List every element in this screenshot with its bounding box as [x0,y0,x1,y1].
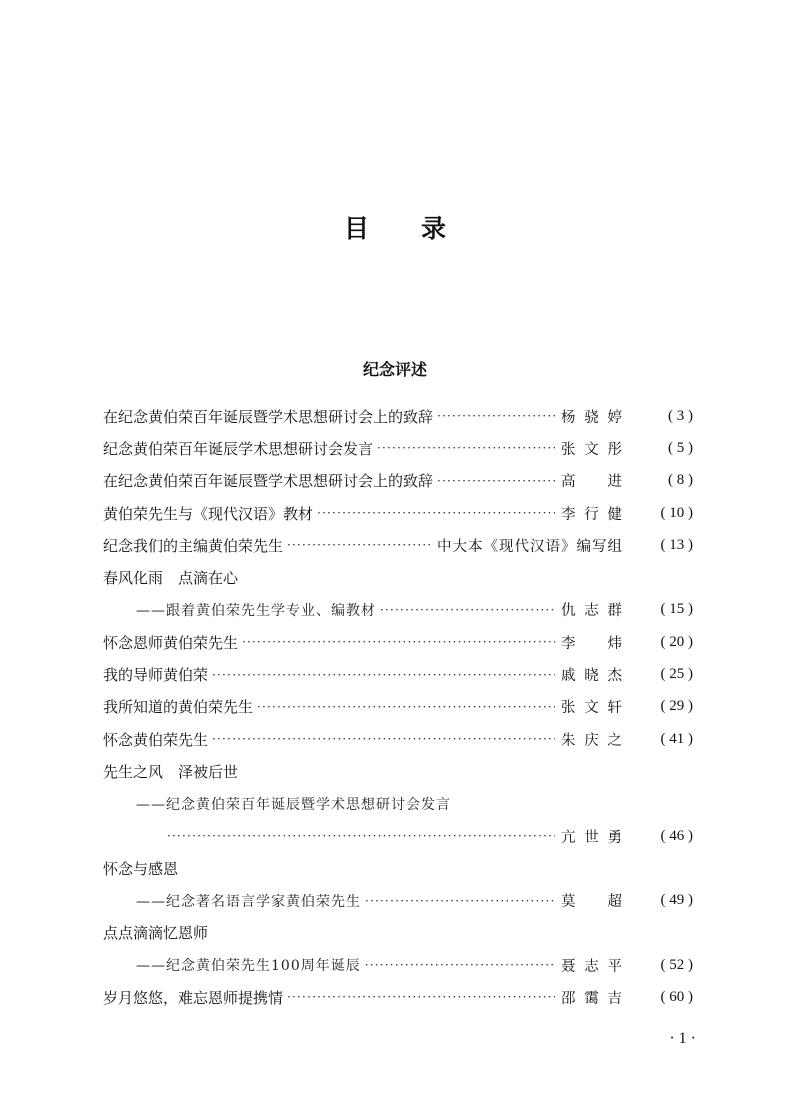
toc-entry-author: 莫 超 [561,894,623,911]
toc-entry-subtitle-text: ——纪念黄伯荣先生100周年诞辰 [136,958,361,975]
toc-entry-author: 戚晓杰 [561,668,623,685]
dot-leader [365,892,555,910]
toc-entry[interactable] [103,723,693,755]
toc-entry-heading[interactable] [103,917,693,949]
toc-entry-page: ( 29 ) [660,698,693,715]
toc-entry-title: 我所知道的黄伯荣先生 [103,698,254,717]
toc-entry-author: 邵霭吉 [561,990,623,1007]
toc-entry-page: ( 52 ) [660,956,693,973]
toc-entry[interactable] [103,626,693,658]
toc-entry-title: 先生之风 泽被后世 [103,762,239,781]
page-title-part1: 目 [343,214,369,243]
toc-entry[interactable] [103,691,693,723]
toc-entry-author: 高 进 [561,474,623,491]
toc-entry-page: ( 8 ) [668,472,693,489]
dot-leader [167,827,555,845]
toc-entry-author: 仇志群 [561,603,623,620]
toc-entry-title: 在纪念黄伯荣百年诞辰暨学术思想研讨会上的致辞 [103,407,434,426]
toc-entry-author: 朱庆之 [561,732,623,749]
toc-entry-title: 我的导师黄伯荣 [103,666,209,685]
toc-entry[interactable] [103,981,693,1013]
toc-entry-author: 亢世勇 [561,829,623,846]
toc-entry[interactable] [103,529,693,561]
page-title-part2: 录 [421,214,447,243]
toc-entry-title: 岁月悠悠，难忘恩师提携情 [103,988,284,1007]
toc-entry-page: ( 25 ) [660,666,693,683]
dot-leader [317,504,555,522]
dot-leader [242,633,555,651]
toc-entry-heading[interactable] [103,852,693,884]
toc-entry-author: 张文轩 [561,700,623,717]
toc-entry-title: 怀念与感恩 [103,859,179,878]
toc-entry-subtitle[interactable] [103,949,693,981]
toc-entry-author: 中大本《现代汉语》编写组 [437,538,623,555]
toc-entry-page: ( 10 ) [660,504,693,521]
toc-entry-page: ( 46 ) [660,827,693,844]
dot-leader [380,601,555,619]
toc-entry-page: ( 15 ) [660,601,693,618]
toc-entry-title: 春风化雨 点滴在心 [103,569,239,588]
toc-entry[interactable] [103,497,693,529]
toc-entry-heading[interactable] [103,561,693,593]
toc-entry[interactable] [103,432,693,464]
toc-entry[interactable] [103,400,693,432]
toc-entry-page: ( 41 ) [660,730,693,747]
toc-entry-title: 纪念我们的主编黄伯荣先生 [103,536,284,555]
dot-leader [365,956,555,974]
toc-entry-author: 聂志平 [561,958,623,975]
toc-entry-author: 张文彤 [561,441,623,458]
toc-entry[interactable] [103,658,693,690]
toc-entry-author: 杨骁婷 [561,409,623,426]
toc-entry-continuation[interactable] [103,820,693,852]
toc-entry-subtitle[interactable] [103,594,693,626]
toc-entry-subtitle-text: ——跟着黄伯荣先生学专业、编教材 [136,602,376,619]
dot-leader [377,439,555,457]
toc-entry-page: ( 13 ) [660,536,693,553]
toc-entry-heading[interactable] [103,755,693,787]
toc-entry-title: 黄伯荣先生与《现代汉语》教材 [103,504,314,523]
toc-entry-subtitle[interactable] [103,884,693,916]
toc-entry-page: ( 49 ) [660,892,693,909]
toc-entry-subtitle-text: ——纪念黄伯荣百年诞辰暨学术思想研讨会发言 [136,796,451,813]
toc-entry-subtitle-text: ——纪念著名语言学家黄伯荣先生 [136,893,361,910]
toc-entry-page: ( 20 ) [660,633,693,650]
dot-leader [212,666,555,684]
dot-leader [287,536,431,554]
toc-entry-page: ( 5 ) [668,439,693,456]
toc-entry-title: 怀念恩师黄伯荣先生 [103,633,239,652]
dot-leader [287,988,555,1006]
section-title: 纪念评述 [362,360,427,379]
dot-leader [257,698,555,716]
toc-entry-title: 怀念黄伯荣先生 [103,730,209,749]
dot-leader [437,407,555,425]
toc-entry-title: 纪念黄伯荣百年诞辰学术思想研讨会发言 [103,439,374,458]
toc-entry-page: ( 3 ) [668,407,693,424]
toc-entry-author: 李 炜 [561,635,623,652]
page-title [0,209,790,245]
toc-entry-page: ( 60 ) [660,988,693,1005]
table-of-contents [103,400,693,1014]
dot-leader [437,472,555,490]
toc-entry-author: 李行健 [561,506,623,523]
toc-entry-title: 点点滴滴忆恩师 [103,924,209,943]
toc-entry-subtitle[interactable] [103,788,693,820]
toc-entry-title: 在纪念黄伯荣百年诞辰暨学术思想研讨会上的致辞 [103,472,434,491]
page-number: · 1 · [669,1030,696,1047]
dot-leader [212,730,555,748]
toc-entry[interactable] [103,465,693,497]
